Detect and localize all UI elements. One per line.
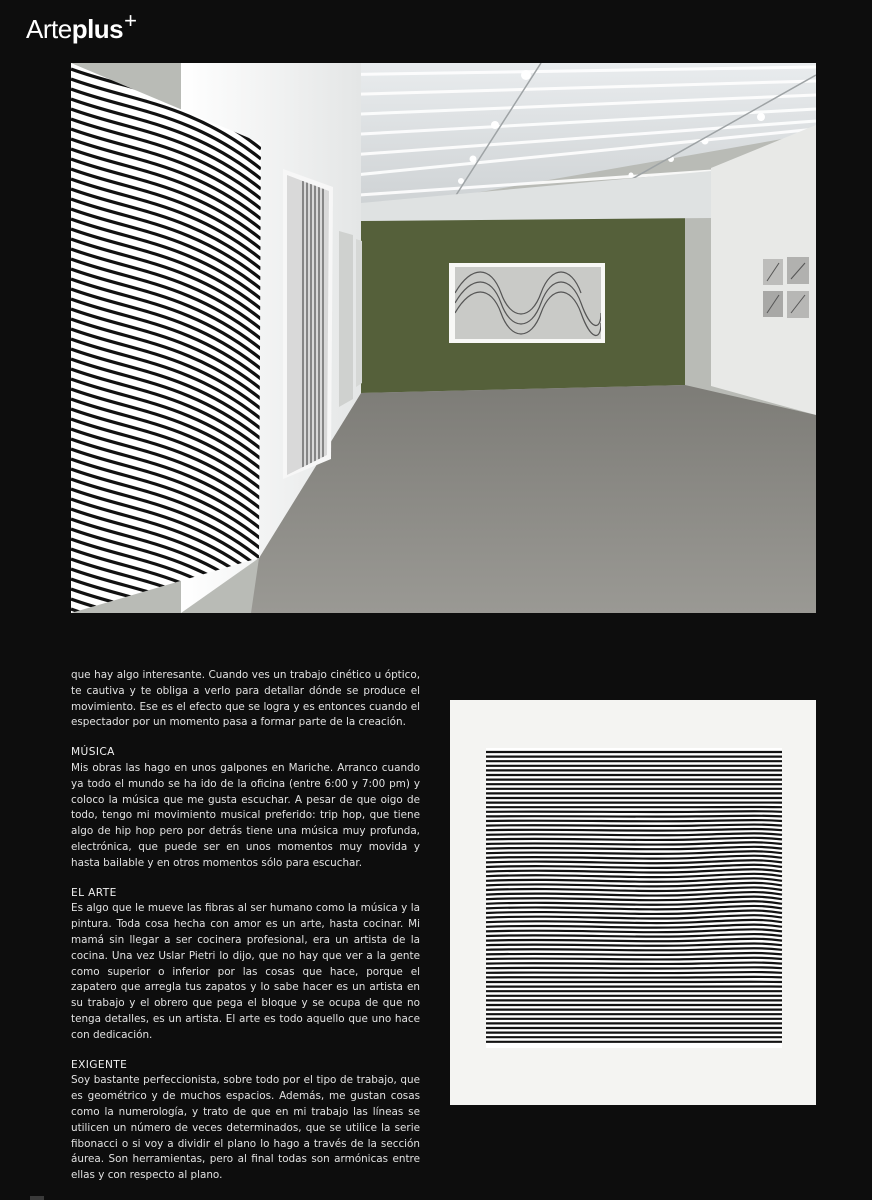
gallery-scene — [71, 63, 816, 613]
section-heading-musica: MÚSICA — [71, 746, 115, 759]
striped-artwork-left-2 — [287, 175, 331, 475]
striped-artwork-left — [71, 63, 271, 613]
wave-pattern-artwork — [455, 267, 601, 339]
artwork-photo — [450, 700, 816, 1105]
striped-artwork — [450, 700, 816, 1105]
section-body-musica: Mis obras las hago en unos galpones en Mariche. Arranco cuando ya todo el mundo se ha ido de la oficina (entre 6:00 y 7:00 pm) y coloco la música que me gusta escuchar. A pesar de que oigo de todo, tengo mi movimiento musical preferido: trip hop, que tiene algo de hip hop pero por detrás tiene una música muy profunda, electrónica, que puede ser en unos momentos muy movida y hasta bailable y en otros momentos sólo para escuchar. — [71, 761, 420, 869]
section-body-exigente: Soy bastante perfeccionista, sobre todo por el tipo de trabajo, que es geométrico y de muchos espacios. Además, me gustan cosas como la numerología, y trato de que en mi trabajo las líneas se utilicen un número de veces determinados, que se utilice la serie fibonacci o si voy a dividir el plano lo hago a través de la sección áurea. Son herramientas, pero al final todas son armónicas entre ellas y con respecto al plano. — [71, 1074, 420, 1182]
artwork-left-3 — [339, 231, 353, 407]
masthead-arte: Arte — [26, 14, 72, 44]
artwork-stripe — [486, 972, 782, 973]
section-heading-exigente: EXIGENTE — [71, 1058, 128, 1071]
masthead-plus-sign: + — [124, 8, 137, 33]
section-body-el-arte: Es algo que le mueve las fibras al ser humano como la música y la pintura. Toda cosa hecha con amor es un arte, hasta cocinar. Mi mamá sin llegar a ser cocinera profesional, era un artista de la cocina. Una vez Uslar Pietri lo dijo, que no hay que ver a la gente como superior o inferior por las cosas que hace, porque el zapatero que arregla tus zapatos y lo sabe hacer es un artista en su trabajo y el obrero que pega el bloque y se ocupa de que no tenga detalles, es un artista. El arte es todo aquello que uno hace con dedicación. — [71, 902, 420, 1041]
artwork-stripe — [486, 977, 782, 978]
masthead-plus: plus — [71, 14, 124, 44]
artwork-stripe — [486, 820, 782, 821]
magazine-masthead — [26, 8, 137, 45]
page-edge-mark — [30, 1196, 44, 1200]
artwork-stripe — [486, 816, 782, 817]
article-intro-paragraph: que hay algo interesante. Cuando ves un trabajo cinético u óptico, te cautiva y te obliga a verlo para detallar dónde se produce el movimiento. Ese es el efecto que se logra y es entonces cuando el espectador por un momento pasa a formar parte de la creación. — [71, 669, 420, 729]
article-body — [71, 668, 420, 1184]
artwork-stripe — [486, 967, 782, 968]
section-heading-el-arte: EL ARTE — [71, 886, 117, 899]
artwork-stripe — [486, 811, 782, 812]
gallery-installation-photo — [71, 63, 816, 613]
